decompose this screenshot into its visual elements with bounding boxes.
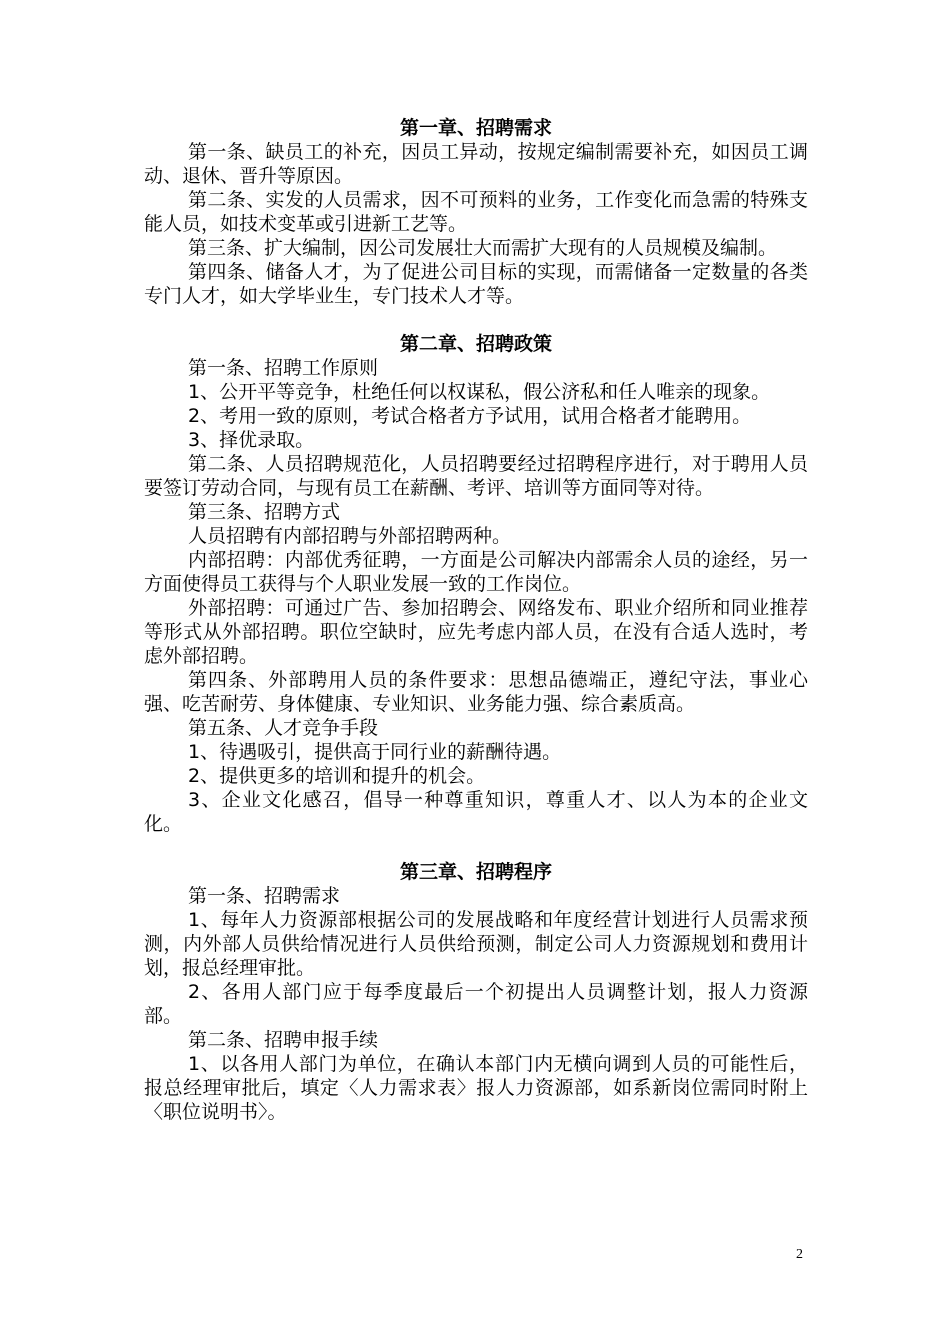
- chapter-2: [144, 332, 808, 836]
- paragraph: 第一条、招聘工作原则: [188, 357, 379, 379]
- paragraph: 2、考用一致的原则，考试合格者方予试用，试用合格者才能聘用。: [188, 405, 752, 427]
- paragraph: 3、择优录取。: [188, 429, 315, 451]
- paragraph: 内部招聘：内部优秀征聘，一方面是公司解决内部需余人员的途经，另一方面使得员工获得与个人职业发展一致的工作岗位。: [144, 549, 808, 595]
- document-page: [144, 116, 808, 1124]
- paragraph: 2、提供更多的培训和提升的机会。: [188, 765, 486, 787]
- chapter-title: 第二章、招聘政策: [399, 333, 552, 355]
- page-number: 2: [796, 1247, 803, 1262]
- paragraph: 1、待遇吸引，提供高于同行业的薪酬待遇。: [188, 741, 562, 763]
- paragraph: 第三条、扩大编制，因公司发展壮大而需扩大现有的人员规模及编制。: [188, 237, 778, 259]
- paragraph: 1、公开平等竞争，杜绝任何以权谋私，假公济私和任人唯亲的现象。: [188, 381, 771, 403]
- paragraph: 外部招聘：可通过广告、参加招聘会、网络发布、职业介绍所和同业推荐等形式从外部招聘。职位空缺时，应先考虑内部人员，在没有合适人选时，考虑外部招聘。: [144, 597, 808, 667]
- paragraph: 第二条、人员招聘规范化，人员招聘要经过招聘程序进行，对于聘用人员要签订劳动合同，与现有员工在薪酬、考评、培训等方面同等对待。: [144, 453, 808, 499]
- paragraph: 3、企业文化感召，倡导一种尊重知识，尊重人才、以人为本的企业文化。: [144, 789, 808, 835]
- chapter-title: 第三章、招聘程序: [399, 861, 552, 883]
- paragraph: 第三条、招聘方式: [188, 501, 341, 523]
- chapter-title: 第一章、招聘需求: [399, 117, 552, 139]
- paragraph: 第一条、缺员工的补充，因员工异动，按规定编制需要补充，如因员工调动、退休、晋升等原因。: [144, 141, 808, 187]
- paragraph: 第二条、实发的人员需求，因不可预料的业务，工作变化而急需的特殊支能人员，如技术变革或引进新工艺等。: [144, 189, 808, 235]
- paragraph: 第二条、招聘申报手续: [188, 1029, 379, 1051]
- chapter-3: [144, 860, 808, 1124]
- paragraph: 第四条、储备人才，为了促进公司目标的实现，而需储备一定数量的各类专门人才，如大学毕业生，专门技术人才等。: [144, 261, 808, 307]
- chapter-1: [144, 116, 808, 308]
- paragraph: 第四条、外部聘用人员的条件要求：思想品德端正，遵纪守法，事业心强、吃苦耐劳、身体健康、专业知识、业务能力强、综合素质高。: [144, 669, 808, 715]
- paragraph: 第五条、人才竞争手段: [188, 717, 379, 739]
- paragraph: 人员招聘有内部招聘与外部招聘两种。: [188, 525, 512, 547]
- paragraph: 1、每年人力资源部根据公司的发展战略和年度经营计划进行人员需求预测，内外部人员供给情况进行人员供给预测，制定公司人力资源规划和费用计划，报总经理审批。: [144, 909, 808, 979]
- paragraph: 2、各用人部门应于每季度最后一个初提出人员调整计划，报人力资源部。: [144, 981, 808, 1027]
- paragraph: 第一条、招聘需求: [188, 885, 341, 907]
- paragraph: 1、以各用人部门为单位，在确认本部门内无横向调到人员的可能性后，报总经理审批后，填定〈人力需求表〉报人力资源部，如系新岗位需同时附上〈职位说明书〉。: [144, 1053, 808, 1123]
